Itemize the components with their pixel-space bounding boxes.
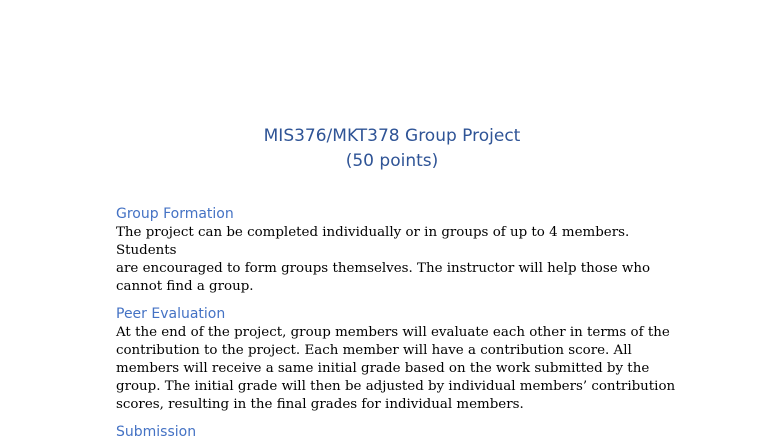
- paragraph-line: The project can be completed individually or in groups of up to 4 members. Students: [116, 225, 630, 258]
- document-title: [0, 124, 784, 174]
- paragraph-line: contribution to the project. Each member will have a contribution score. All: [116, 343, 632, 358]
- paragraph-line: scores, resulting in the final grades for individual members.: [116, 397, 524, 412]
- paragraph-line: At the end of the project, group members will evaluate each other in terms of the: [116, 325, 670, 340]
- document-body: [116, 204, 676, 441]
- section-group-formation: [116, 204, 676, 296]
- paragraph-line: are encouraged to form groups themselves. The instructor will help those who: [116, 261, 651, 276]
- paragraph-line: members will receive a same initial grade based on the work submitted by the: [116, 361, 650, 376]
- section-heading: Submission: [116, 424, 197, 440]
- title-line-2: (50 points): [345, 151, 439, 171]
- section-submission: [116, 422, 676, 441]
- paragraph-line: cannot find a group.: [116, 279, 254, 294]
- section-peer-evaluation: [116, 304, 676, 414]
- paragraph-line: group. The initial grade will then be adjusted by individual members’ contribution: [116, 379, 676, 394]
- section-heading: Peer Evaluation: [116, 306, 226, 322]
- title-line-1: MIS376/MKT378 Group Project: [263, 126, 521, 146]
- section-heading: Group Formation: [116, 206, 234, 222]
